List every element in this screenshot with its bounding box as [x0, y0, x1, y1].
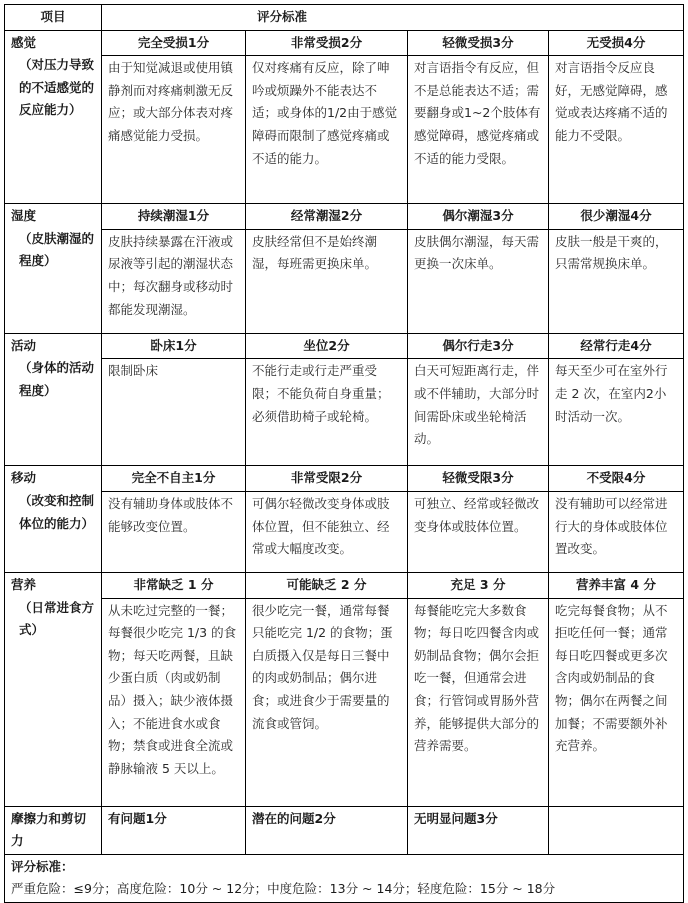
score-level-label: 完全不自主1分 [102, 466, 246, 492]
section-level-row [5, 204, 684, 230]
section-description-row [5, 491, 684, 572]
score-description: 仅对疼痛有反应，除了呻吟或烦躁外不能表达不适；或身体的1/2由于感觉障碍而限制了感觉疼痛或不适的能力。 [246, 56, 408, 204]
score-description: 每餐能吃完大多数食物；每日吃四餐含肉或奶制品食物；偶尔会拒吃一餐，但通常会进食；行管饲或胃肠外营养，能够提供大部分的营养需要。 [408, 598, 549, 806]
score-level-label: 轻微受限3分 [408, 466, 549, 492]
score-level-label: 经常潮湿2分 [246, 204, 408, 230]
score-level-label: 可能缺乏 2 分 [246, 572, 408, 598]
score-level-label: 非常缺乏 1 分 [102, 572, 246, 598]
score-description: 从未吃过完整的一餐；每餐很少吃完 1/3 的食物；每天吃两餐，且缺少蛋白质（肉或奶制品）摄入；缺少液体摄入；不能进食水或食物；禁食或进食全流或静脉输液 5 天以上。 [102, 598, 246, 806]
score-level-label: 卧床1分 [102, 333, 246, 359]
section-level-row [5, 333, 684, 359]
score-level-label: 经常行走4分 [549, 333, 684, 359]
score-description: 可独立、经常或轻微改变身体或肢体位置。 [408, 491, 549, 572]
category-cell [5, 204, 102, 334]
score-description: 没有辅助身体或肢体不能够改变位置。 [102, 491, 246, 572]
section-description-row [5, 359, 684, 466]
score-level-label: 有问题1分 [102, 806, 246, 854]
scoring-criteria-title: 评分标准： [11, 858, 74, 874]
score-description: 吃完每餐食物；从不拒吃任何一餐；通常每日吃四餐或更多次含肉或奶制品的食物；偶尔在两餐之间加餐；不需要额外补充营养。 [549, 598, 684, 806]
score-level-label: 轻微受损3分 [408, 30, 549, 56]
category-name: 感觉 [11, 34, 37, 50]
score-level-label: 充足 3 分 [408, 572, 549, 598]
score-level-label: 完全受损1分 [102, 30, 246, 56]
category-cell [5, 572, 102, 806]
score-description: 可偶尔轻微改变身体或肢体位置，但不能独立、经常或大幅度改变。 [246, 491, 408, 572]
friction-row [5, 806, 684, 854]
score-level-label: 很少潮湿4分 [549, 204, 684, 230]
score-level-label: 营养丰富 4 分 [549, 572, 684, 598]
braden-scale-document [4, 4, 683, 903]
score-description: 限制卧床 [102, 359, 246, 466]
score-description: 不能行走或行走严重受限；不能负荷自身重量；必须借助椅子或轮椅。 [246, 359, 408, 466]
score-level-label: 持续潮湿1分 [102, 204, 246, 230]
section-description-row [5, 598, 684, 806]
section-description-row [5, 56, 684, 204]
category-name: 移动 [11, 470, 37, 486]
category-description: （日常进食方式） [19, 599, 95, 638]
score-level-label: 坐位2分 [246, 333, 408, 359]
braden-scale-table [4, 4, 684, 903]
score-level-label: 不受限4分 [549, 466, 684, 492]
score-level-label [549, 806, 684, 854]
category-cell [5, 466, 102, 573]
category-name: 摩擦力和剪切力 [5, 806, 102, 854]
scoring-criteria-row [5, 854, 684, 902]
score-level-label: 偶尔潮湿3分 [408, 204, 549, 230]
score-level-label: 潜在的问题2分 [246, 806, 408, 854]
score-description: 皮肤经常但不是始终潮湿，每班需更换床单。 [246, 229, 408, 333]
score-description: 皮肤偶尔潮湿，每天需更换一次床单。 [408, 229, 549, 333]
category-name: 营养 [11, 576, 37, 592]
category-cell [5, 333, 102, 466]
score-description: 每天至少可在室外行走 2 次，在室内2小时活动一次。 [549, 359, 684, 466]
header-criteria: 评分标准 [102, 5, 684, 31]
section-description-row [5, 229, 684, 333]
scoring-criteria-cell [5, 854, 684, 902]
scoring-criteria-text: 严重危险：≤9分；高度危险：10分 ~ 12分；中度危险：13分 ~ 14分；轻度危险：15分 ~ 18分 [11, 881, 556, 897]
score-description: 没有辅助可以经常进行大的身体或肢体位置改变。 [549, 491, 684, 572]
category-description: （皮肤潮湿的程度） [19, 230, 95, 269]
section-level-row [5, 30, 684, 56]
score-description: 皮肤一般是干爽的，只需常规换床单。 [549, 229, 684, 333]
category-description: （身体的活动程度） [19, 360, 95, 398]
score-level-label: 非常受损2分 [246, 30, 408, 56]
score-description: 由于知觉减退或使用镇静剂而对疼痛刺激无反应；或大部分体表对疼痛感觉能力受损。 [102, 56, 246, 204]
category-description: （对压力导致的不适感觉的反应能力） [19, 57, 95, 118]
score-level-label: 无受损4分 [549, 30, 684, 56]
score-description: 白天可短距离行走，伴或不伴辅助，大部分时间需卧床或坐轮椅活动。 [408, 359, 549, 466]
score-level-label: 非常受限2分 [246, 466, 408, 492]
header-item: 项目 [5, 5, 102, 31]
category-description: （改变和控制体位的能力） [19, 492, 95, 531]
score-description: 对言语指令有反应，但不是总能表达不适；需要翻身或1~2个肢体有感觉障碍，感觉疼痛或不适的能力受限。 [408, 56, 549, 204]
section-level-row [5, 572, 684, 598]
score-description: 皮肤持续暴露在汗液或尿液等引起的潮湿状态中；每次翻身或移动时都能发现潮湿。 [102, 229, 246, 333]
table-header-row [5, 5, 684, 31]
score-description: 对言语指令反应良好，无感觉障碍，感觉或表达疼痛不适的能力不受限。 [549, 56, 684, 204]
category-name: 湿度 [11, 208, 37, 224]
score-level-label: 无明显问题3分 [408, 806, 549, 854]
section-level-row [5, 466, 684, 492]
category-name: 活动 [11, 337, 37, 353]
score-level-label: 偶尔行走3分 [408, 333, 549, 359]
category-cell [5, 30, 102, 204]
score-description: 很少吃完一餐，通常每餐只能吃完 1/2 的食物；蛋白质摄入仅是每日三餐中的肉或奶制品；偶尔进食；或进食少于需要量的流食或管饲。 [246, 598, 408, 806]
